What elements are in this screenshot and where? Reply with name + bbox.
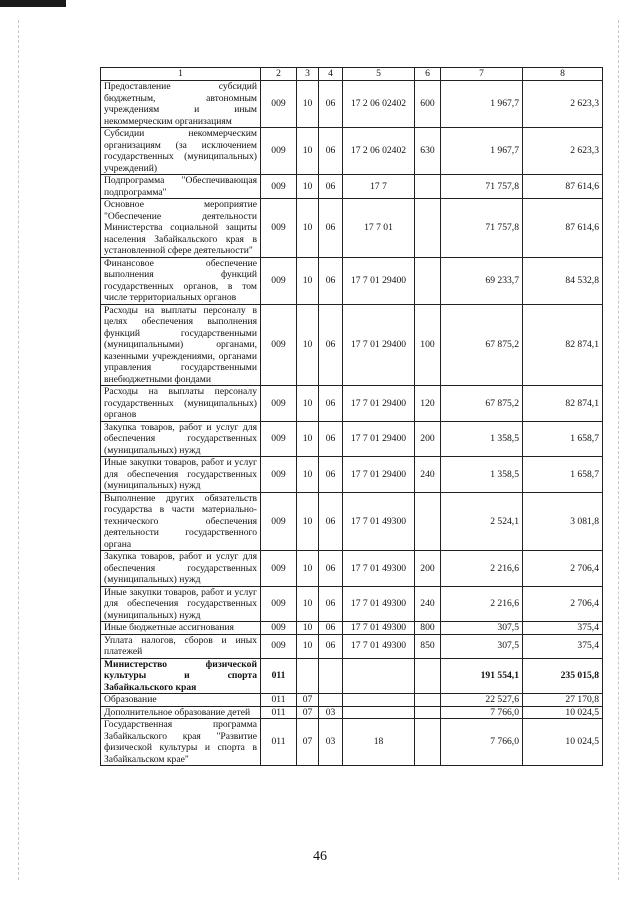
amount-year2-cell: 375,4 <box>523 634 603 658</box>
subsection-cell: 06 <box>319 457 343 493</box>
subsection-cell: 06 <box>319 622 343 635</box>
code-cell: 009 <box>261 622 297 635</box>
expense-type-cell: 630 <box>415 128 441 175</box>
column-header: 2 <box>261 68 297 81</box>
table-row <box>101 304 603 386</box>
subsection-cell: 06 <box>319 304 343 386</box>
row-name: Образование <box>101 694 261 707</box>
amount-year1-cell: 71 757,8 <box>441 199 523 258</box>
table-row <box>101 706 603 719</box>
budget-table <box>100 67 603 766</box>
section-cell: 07 <box>297 706 319 719</box>
amount-year1-cell: 1 967,7 <box>441 128 523 175</box>
section-cell: 10 <box>297 421 319 457</box>
column-header: 1 <box>101 68 261 81</box>
table-row <box>101 199 603 258</box>
left-scan-edge <box>18 20 20 880</box>
row-name: Основное мероприятие "Обеспечение деятельности Министерства социальной защиты населения Забайкальского края в установленной сфере деятельности" <box>101 199 261 258</box>
code-cell: 011 <box>261 694 297 707</box>
expense-type-cell <box>415 694 441 707</box>
table-row <box>101 586 603 622</box>
expense-type-cell: 240 <box>415 586 441 622</box>
section-cell: 10 <box>297 257 319 304</box>
target-article-cell: 17 7 01 49300 <box>343 551 415 587</box>
table-header-row <box>101 68 603 81</box>
right-scan-edge <box>618 20 620 880</box>
row-name: Иные закупки товаров, работ и услуг для обеспечения государственных (муниципальных) нужд <box>101 586 261 622</box>
target-article-cell: 17 2 06 02402 <box>343 81 415 128</box>
target-article-cell: 17 7 01 49300 <box>343 586 415 622</box>
row-name: Субсидии некоммерческим организациям (за исключением государственных (муниципальных) учреждений) <box>101 128 261 175</box>
expense-type-cell: 200 <box>415 421 441 457</box>
row-name: Дополнительное образование детей <box>101 706 261 719</box>
row-name: Подпрограмма "Обеспечивающая подпрограмма" <box>101 175 261 199</box>
table-row <box>101 457 603 493</box>
target-article-cell <box>343 694 415 707</box>
target-article-cell: 18 <box>343 719 415 766</box>
amount-year2-cell: 10 024,5 <box>523 719 603 766</box>
target-article-cell: 17 7 01 49300 <box>343 622 415 635</box>
target-article-cell: 17 7 01 29400 <box>343 457 415 493</box>
subsection-cell: 06 <box>319 634 343 658</box>
subsection-cell: 03 <box>319 706 343 719</box>
amount-year2-cell: 27 170,8 <box>523 694 603 707</box>
amount-year2-cell: 82 874,1 <box>523 304 603 386</box>
amount-year2-cell: 3 081,8 <box>523 492 603 551</box>
row-name: Министерство физической культуры и спорта Забайкальского края <box>101 658 261 694</box>
target-article-cell: 17 7 01 29400 <box>343 304 415 386</box>
expense-type-cell: 100 <box>415 304 441 386</box>
amount-year1-cell: 2 524,1 <box>441 492 523 551</box>
expense-type-cell: 600 <box>415 81 441 128</box>
amount-year2-cell: 2 706,4 <box>523 586 603 622</box>
amount-year2-cell: 10 024,5 <box>523 706 603 719</box>
row-name: Уплата налогов, сборов и иных платежей <box>101 634 261 658</box>
amount-year1-cell: 1 967,7 <box>441 81 523 128</box>
amount-year1-cell: 71 757,8 <box>441 175 523 199</box>
column-header: 8 <box>523 68 603 81</box>
subsection-cell: 06 <box>319 175 343 199</box>
amount-year2-cell: 2 623,3 <box>523 81 603 128</box>
amount-year1-cell: 307,5 <box>441 634 523 658</box>
section-cell: 10 <box>297 199 319 258</box>
code-cell: 009 <box>261 492 297 551</box>
section-cell: 10 <box>297 304 319 386</box>
section-cell: 10 <box>297 634 319 658</box>
table-row <box>101 421 603 457</box>
code-cell: 011 <box>261 706 297 719</box>
expense-type-cell <box>415 658 441 694</box>
subsection-cell: 06 <box>319 421 343 457</box>
section-cell: 07 <box>297 719 319 766</box>
amount-year2-cell: 87 614,6 <box>523 175 603 199</box>
target-article-cell: 17 7 01 49300 <box>343 492 415 551</box>
subsection-cell: 03 <box>319 719 343 766</box>
code-cell: 009 <box>261 386 297 422</box>
page-number: 46 <box>313 849 327 864</box>
row-name: Иные закупки товаров, работ и услуг для обеспечения государственных (муниципальных) нужд <box>101 457 261 493</box>
subsection-cell <box>319 694 343 707</box>
section-cell: 10 <box>297 81 319 128</box>
section-cell: 10 <box>297 386 319 422</box>
amount-year1-cell: 67 875,2 <box>441 386 523 422</box>
target-article-cell: 17 7 01 <box>343 199 415 258</box>
table-row <box>101 175 603 199</box>
column-header: 5 <box>343 68 415 81</box>
amount-year1-cell: 7 766,0 <box>441 719 523 766</box>
subsection-cell: 06 <box>319 257 343 304</box>
target-article-cell: 17 2 06 02402 <box>343 128 415 175</box>
section-cell: 10 <box>297 128 319 175</box>
row-name: Иные бюджетные ассигнования <box>101 622 261 635</box>
target-article-cell <box>343 658 415 694</box>
target-article-cell <box>343 706 415 719</box>
amount-year2-cell: 82 874,1 <box>523 386 603 422</box>
expense-type-cell <box>415 719 441 766</box>
row-name: Государственная программа Забайкальского края "Развитие физической культуры и спорта в Забайкальском крае" <box>101 719 261 766</box>
amount-year2-cell: 87 614,6 <box>523 199 603 258</box>
subsection-cell: 06 <box>319 128 343 175</box>
table-row <box>101 492 603 551</box>
section-cell: 10 <box>297 457 319 493</box>
expense-type-cell: 850 <box>415 634 441 658</box>
code-cell: 009 <box>261 586 297 622</box>
table-row <box>101 719 603 766</box>
expense-type-cell: 800 <box>415 622 441 635</box>
expense-type-cell <box>415 492 441 551</box>
section-cell: 07 <box>297 694 319 707</box>
amount-year1-cell: 2 216,6 <box>441 551 523 587</box>
amount-year2-cell: 1 658,7 <box>523 457 603 493</box>
subsection-cell: 06 <box>319 551 343 587</box>
code-cell: 009 <box>261 634 297 658</box>
column-header: 6 <box>415 68 441 81</box>
amount-year2-cell: 375,4 <box>523 622 603 635</box>
table-row <box>101 622 603 635</box>
amount-year1-cell: 67 875,2 <box>441 304 523 386</box>
table-row <box>101 257 603 304</box>
table-row <box>101 634 603 658</box>
expense-type-cell: 120 <box>415 386 441 422</box>
expense-type-cell <box>415 257 441 304</box>
row-name: Выполнение других обязательств государства в части материально-технического обеспечения деятельности государственного органа <box>101 492 261 551</box>
row-name: Закупка товаров, работ и услуг для обеспечения государственных (муниципальных) нужд <box>101 551 261 587</box>
code-cell: 011 <box>261 658 297 694</box>
row-name: Расходы на выплаты персоналу в целях обеспечения выполнения функций государственными (муниципальными) органами, казенными учреждениями, органами управления государственными внебюджетными фондами <box>101 304 261 386</box>
subsection-cell: 06 <box>319 586 343 622</box>
subsection-cell <box>319 658 343 694</box>
row-name: Финансовое обеспечение выполнения функций государственных органов, в том числе территориальных органов <box>101 257 261 304</box>
amount-year1-cell: 307,5 <box>441 622 523 635</box>
top-scan-mark <box>0 0 66 7</box>
code-cell: 009 <box>261 81 297 128</box>
code-cell: 009 <box>261 551 297 587</box>
table-row <box>101 658 603 694</box>
amount-year2-cell: 2 623,3 <box>523 128 603 175</box>
amount-year1-cell: 2 216,6 <box>441 586 523 622</box>
expense-type-cell <box>415 175 441 199</box>
amount-year1-cell: 7 766,0 <box>441 706 523 719</box>
expense-type-cell <box>415 199 441 258</box>
expense-type-cell: 240 <box>415 457 441 493</box>
row-name: Закупка товаров, работ и услуг для обеспечения государственных (муниципальных) нужд <box>101 421 261 457</box>
subsection-cell: 06 <box>319 81 343 128</box>
code-cell: 009 <box>261 257 297 304</box>
section-cell: 10 <box>297 622 319 635</box>
row-name: Расходы на выплаты персоналу государственных (муниципальных) органов <box>101 386 261 422</box>
target-article-cell: 17 7 01 29400 <box>343 421 415 457</box>
amount-year1-cell: 1 358,5 <box>441 421 523 457</box>
section-cell: 10 <box>297 551 319 587</box>
code-cell: 009 <box>261 199 297 258</box>
amount-year1-cell: 1 358,5 <box>441 457 523 493</box>
amount-year1-cell: 22 527,6 <box>441 694 523 707</box>
section-cell: 10 <box>297 492 319 551</box>
amount-year2-cell: 2 706,4 <box>523 551 603 587</box>
target-article-cell: 17 7 01 29400 <box>343 257 415 304</box>
code-cell: 009 <box>261 457 297 493</box>
code-cell: 009 <box>261 128 297 175</box>
column-header: 4 <box>319 68 343 81</box>
code-cell: 009 <box>261 175 297 199</box>
table-row <box>101 551 603 587</box>
section-cell: 10 <box>297 175 319 199</box>
table-row <box>101 81 603 128</box>
amount-year1-cell: 69 233,7 <box>441 257 523 304</box>
table-row <box>101 694 603 707</box>
expense-type-cell: 200 <box>415 551 441 587</box>
subsection-cell: 06 <box>319 199 343 258</box>
target-article-cell: 17 7 01 49300 <box>343 634 415 658</box>
table-row <box>101 386 603 422</box>
target-article-cell: 17 7 01 29400 <box>343 386 415 422</box>
subsection-cell: 06 <box>319 386 343 422</box>
section-cell: 10 <box>297 586 319 622</box>
column-header: 7 <box>441 68 523 81</box>
amount-year2-cell: 235 015,8 <box>523 658 603 694</box>
subsection-cell: 06 <box>319 492 343 551</box>
code-cell: 011 <box>261 719 297 766</box>
amount-year1-cell: 191 554,1 <box>441 658 523 694</box>
code-cell: 009 <box>261 304 297 386</box>
amount-year2-cell: 84 532,8 <box>523 257 603 304</box>
expense-type-cell <box>415 706 441 719</box>
row-name: Предоставление субсидий бюджетным, автономным учреждениям и иным некоммерческим организациям <box>101 81 261 128</box>
column-header: 3 <box>297 68 319 81</box>
section-cell <box>297 658 319 694</box>
code-cell: 009 <box>261 421 297 457</box>
table-row <box>101 128 603 175</box>
target-article-cell: 17 7 <box>343 175 415 199</box>
amount-year2-cell: 1 658,7 <box>523 421 603 457</box>
